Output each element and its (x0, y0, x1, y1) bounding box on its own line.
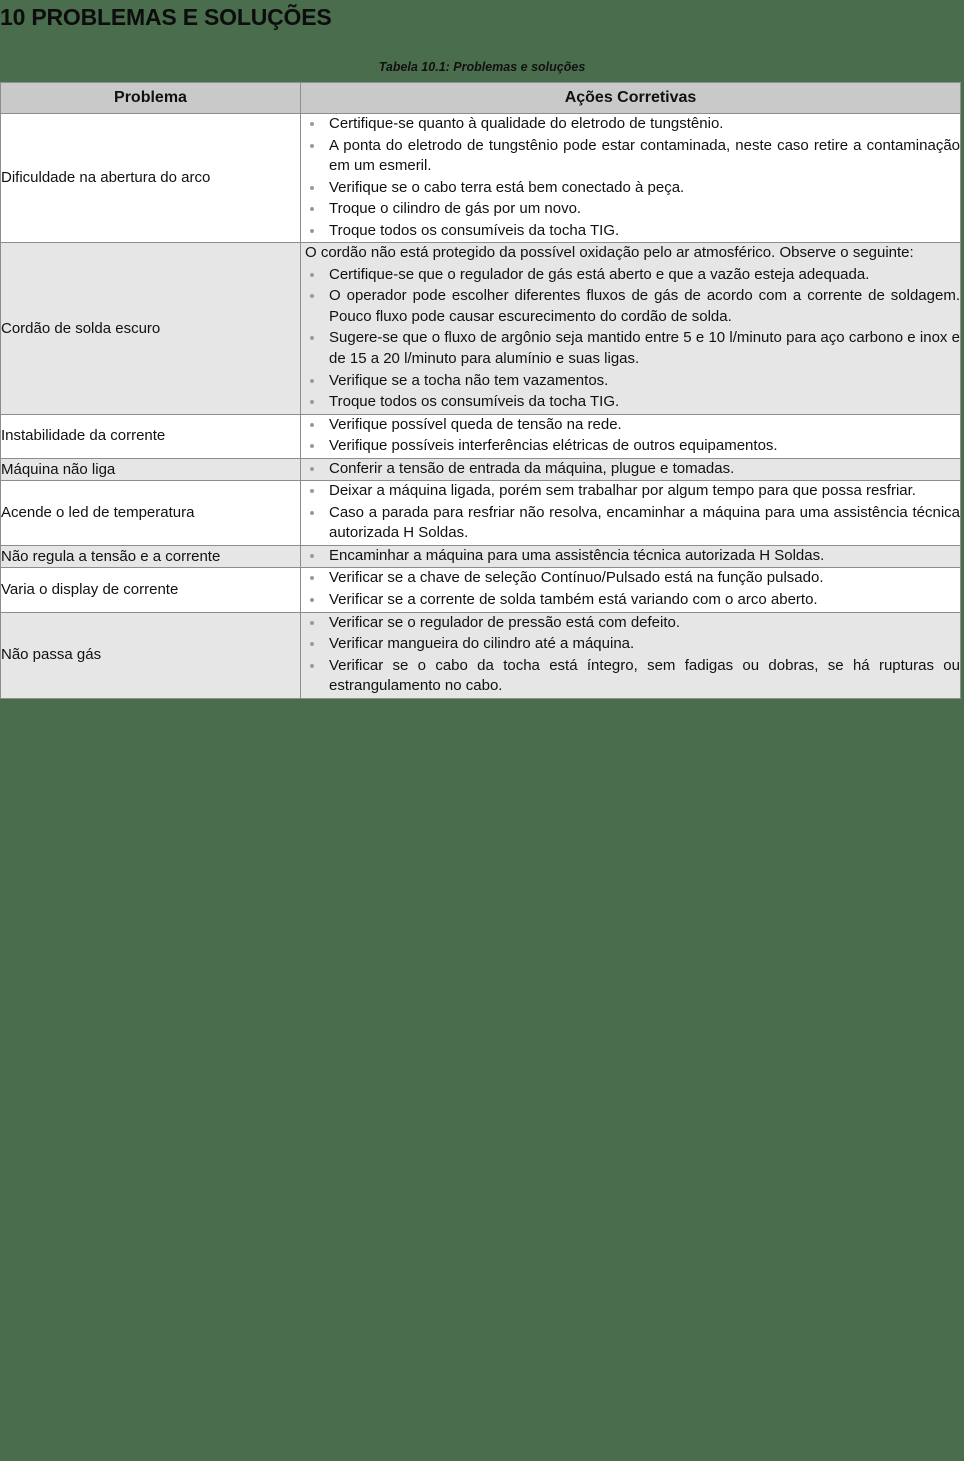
page-title: 10 PROBLEMAS E SOLUÇÕES (0, 4, 332, 30)
action-list-item: Sugere-se que o fluxo de argônio seja mantido entre 5 e 10 l/minuto para aço carbono e inox e de 15 a 20 l/minuto para alumínio e suas ligas. (301, 328, 960, 369)
table-row (1, 481, 961, 546)
table-header (1, 83, 961, 114)
table-body (1, 114, 961, 699)
action-list-item: Troque o cilindro de gás por um novo. (301, 199, 960, 220)
problem-cell: Instabilidade da corrente (1, 414, 301, 458)
actions-cell (301, 568, 961, 612)
action-list-item: Certifique-se quanto à qualidade do eletrodo de tungstênio. (301, 114, 960, 135)
actions-list (301, 481, 960, 544)
actions-cell (301, 458, 961, 481)
table-row (1, 545, 961, 568)
actions-cell (301, 243, 961, 414)
problem-cell: Não passa gás (1, 612, 301, 698)
action-list-item: Conferir a tensão de entrada da máquina, plugue e tomadas. (301, 459, 960, 480)
actions-list (301, 568, 960, 610)
problems-table-container (0, 82, 960, 699)
table-row (1, 243, 961, 414)
action-list-item: Caso a parada para resfriar não resolva, encaminhar a máquina para uma assistência técnica autorizada H Soldas. (301, 503, 960, 544)
actions-cell (301, 414, 961, 458)
problems-solutions-table (0, 82, 961, 699)
problem-cell: Não regula a tensão e a corrente (1, 545, 301, 568)
action-list-item: Verificar se a corrente de solda também está variando com o arco aberto. (301, 590, 960, 611)
problem-cell: Acende o led de temperatura (1, 481, 301, 546)
actions-list (301, 114, 960, 241)
actions-cell (301, 545, 961, 568)
actions-intro-text: O cordão não está protegido da possível oxidação pelo ar atmosférico. Observe o seguinte: (305, 244, 914, 262)
action-list-item: Verifique possível queda de tensão na rede. (301, 415, 960, 436)
table-header-row (1, 83, 961, 114)
actions-cell (301, 612, 961, 698)
table-row (1, 414, 961, 458)
action-list-item: Verifique possíveis interferências elétricas de outros equipamentos. (301, 436, 960, 457)
action-list-item: Deixar a máquina ligada, porém sem trabalhar por algum tempo para que possa resfriar. (301, 481, 960, 502)
action-list-item: Verifique se a tocha não tem vazamentos. (301, 371, 960, 392)
action-list-item: Troque todos os consumíveis da tocha TIG. (301, 221, 960, 242)
problem-cell: Dificuldade na abertura do arco (1, 114, 301, 243)
problem-cell: Cordão de solda escuro (1, 243, 301, 414)
action-list-item: Verificar se o regulador de pressão está com defeito. (301, 613, 960, 634)
table-row (1, 114, 961, 243)
column-header-actions: Ações Corretivas (301, 83, 961, 114)
action-list-item: A ponta do eletrodo de tungstênio pode estar contaminada, neste caso retire a contaminação em um esmeril. (301, 136, 960, 177)
table-row (1, 568, 961, 612)
table-row (1, 612, 961, 698)
action-list-item: Encaminhar a máquina para uma assistência técnica autorizada H Soldas. (301, 546, 960, 567)
actions-cell (301, 114, 961, 243)
action-list-item: Certifique-se que o regulador de gás está aberto e que a vazão esteja adequada. (301, 265, 960, 286)
action-list-item: Troque todos os consumíveis da tocha TIG. (301, 392, 960, 413)
problem-cell: Varia o display de corrente (1, 568, 301, 612)
actions-list (301, 459, 960, 480)
action-list-item: O operador pode escolher diferentes fluxos de gás de acordo com a corrente de soldagem. Pouco fluxo pode causar escurecimento do cordão de solda. (301, 286, 960, 327)
actions-list (301, 546, 960, 567)
action-list-item: Verificar mangueira do cilindro até a máquina. (301, 634, 960, 655)
actions-list (301, 265, 960, 413)
column-header-problem: Problema (1, 83, 301, 114)
actions-list (301, 613, 960, 697)
table-caption: Tabela 10.1: Problemas e soluções (378, 60, 586, 74)
problem-cell: Máquina não liga (1, 458, 301, 481)
actions-cell (301, 481, 961, 546)
action-list-item: Verifique se o cabo terra está bem conectado à peça. (301, 178, 960, 199)
table-row (1, 458, 961, 481)
actions-list (301, 415, 960, 457)
action-list-item: Verificar se a chave de seleção Contínuo/Pulsado está na função pulsado. (301, 568, 960, 589)
action-list-item: Verificar se o cabo da tocha está íntegro, sem fadigas ou dobras, se há rupturas ou estrangulamento no cabo. (301, 656, 960, 697)
